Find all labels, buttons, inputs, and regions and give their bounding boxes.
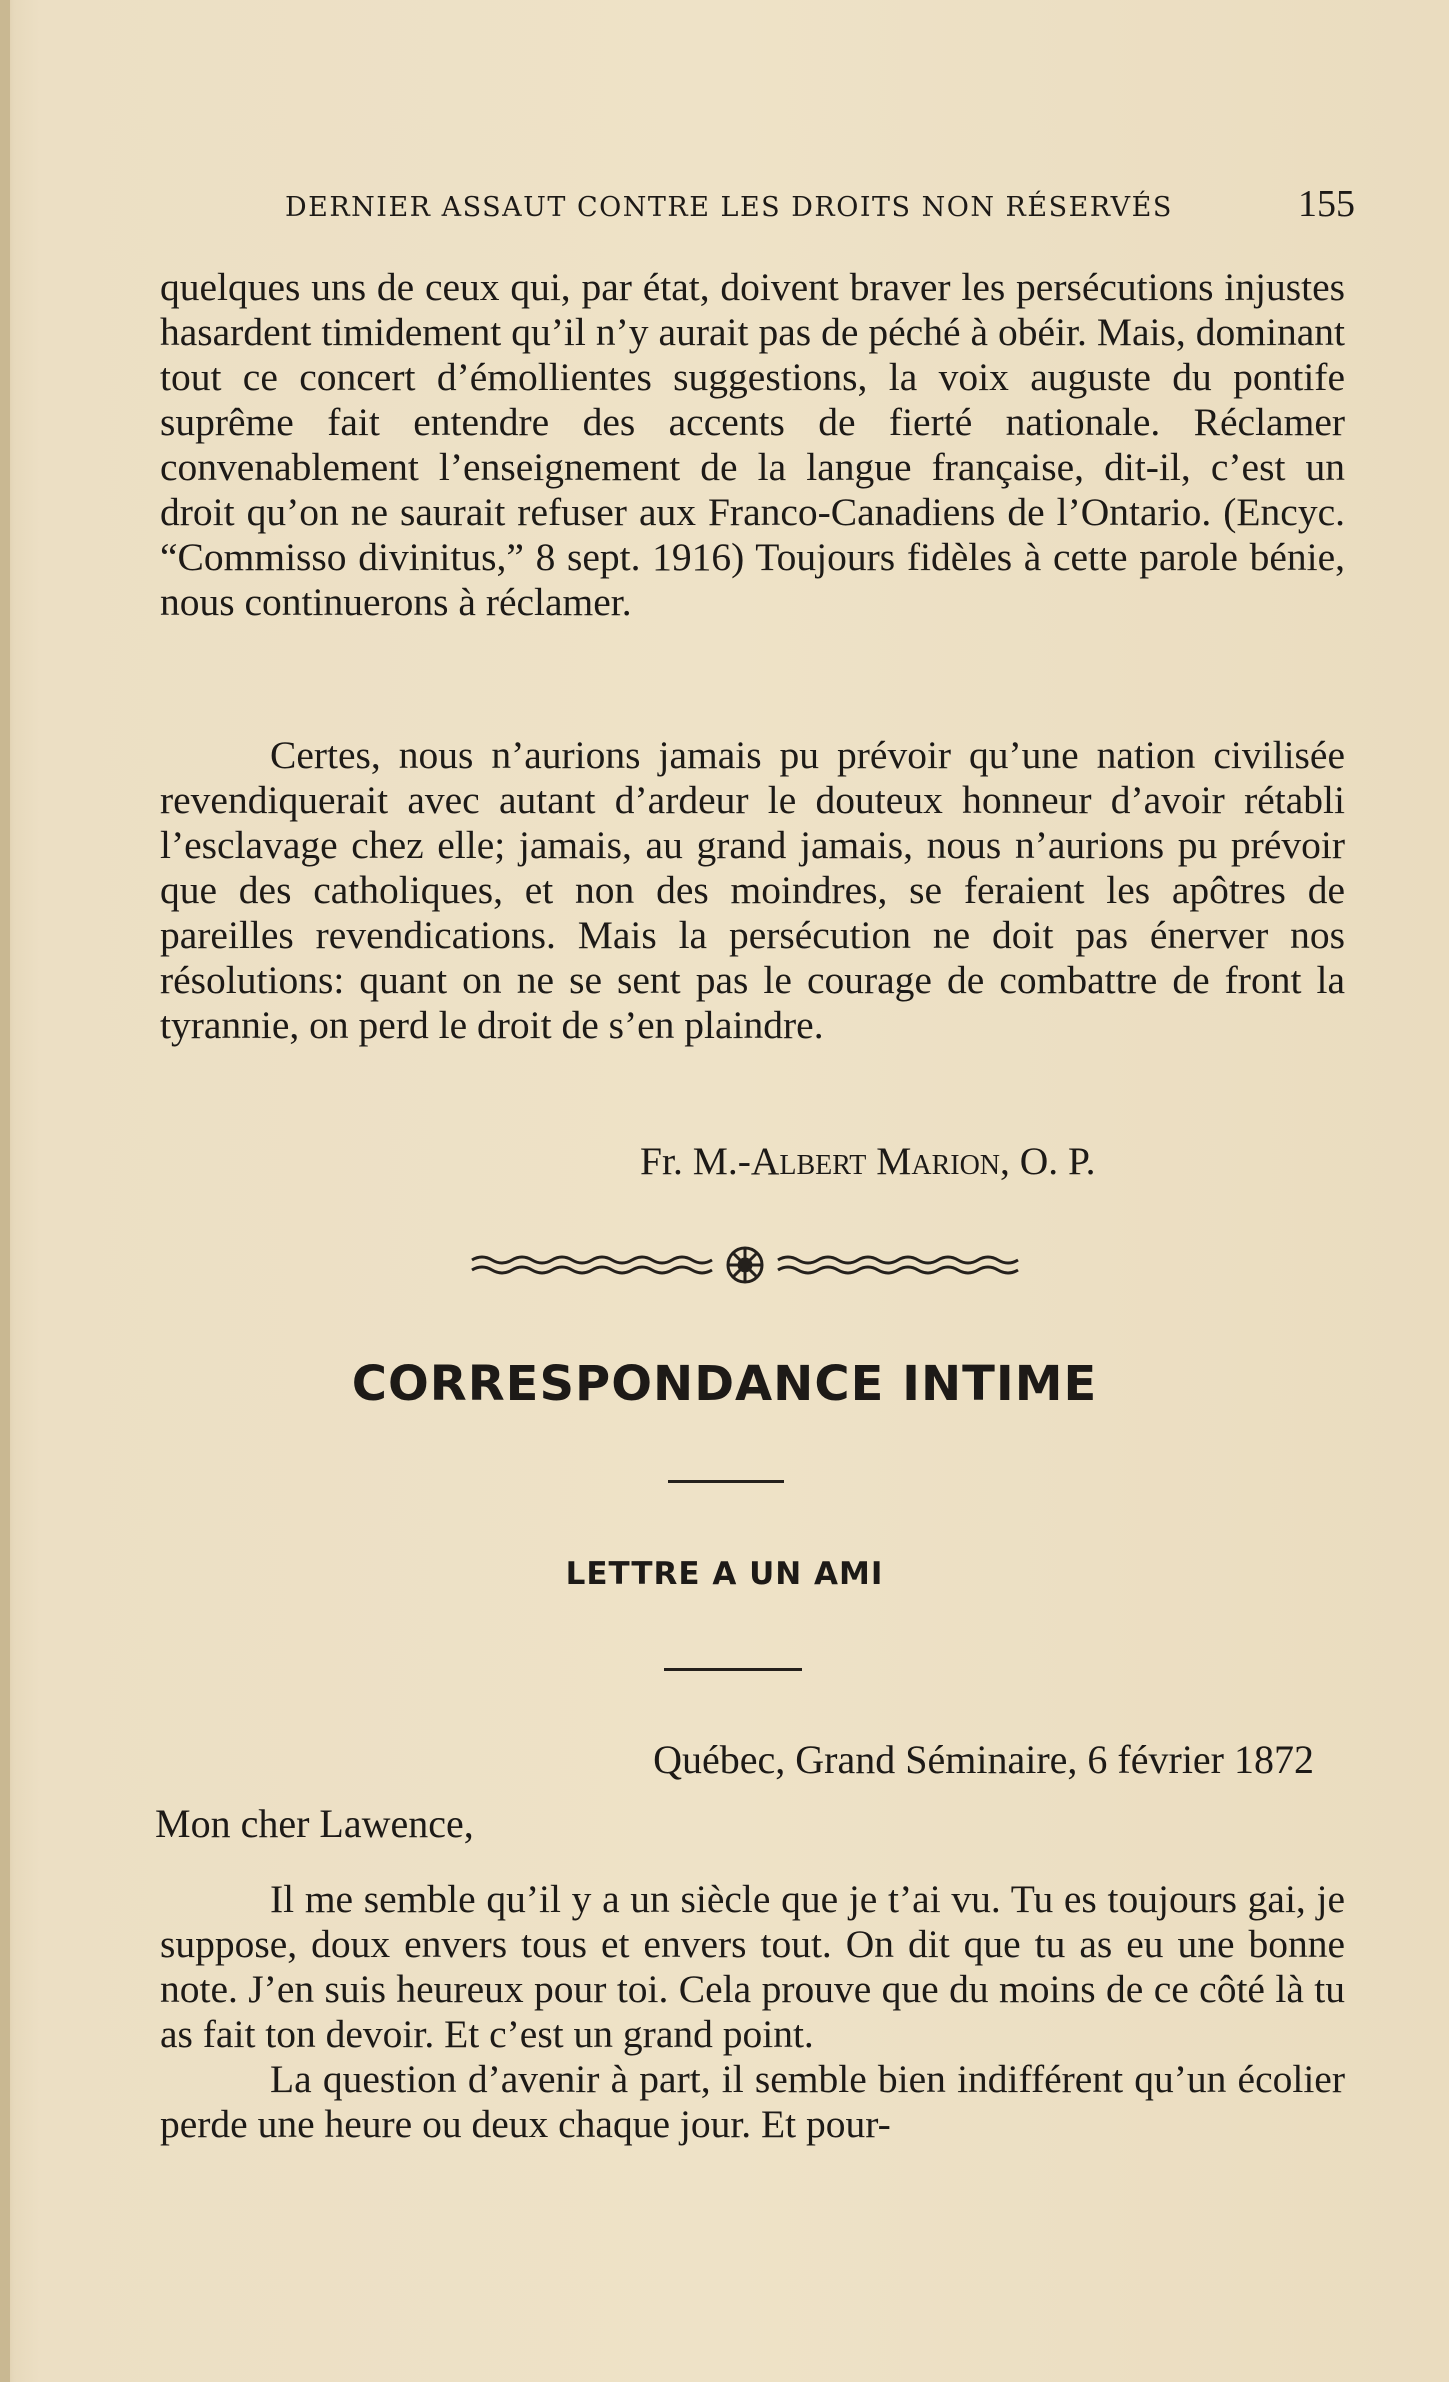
letter-paragraph-2: La question d’avenir à part, il semble bien indifférent qu’un écolier perde une heure ou deux chaque jour. Et pour- [160, 2057, 1345, 2146]
ornament-divider-icon [470, 1240, 1020, 1290]
letter-paragraph-1: Il me semble qu’il y a un siècle que je t’ai vu. Tu es toujours gai, je suppose, doux envers tous et envers tout. On dit que tu as eu une bonne note. J’en suis heureux pour toi. Cela prouve que du moins de ce côté là tu as fait ton devoir. Et c’est un grand point. [160, 1877, 1345, 2056]
running-title: DERNIER ASSAUT CONTRE LES DROITS NON RÉSERVÉS [285, 192, 1173, 223]
letter-body [160, 1877, 1345, 2147]
signature-name: Albert Marion [750, 1139, 1001, 1183]
page-edge [0, 0, 10, 2382]
section-title: CORRESPONDANCE INTIME [351, 1356, 1098, 1412]
article-paragraph-2: Certes, nous n’aurions jamais pu prévoir qu’une nation civilisée revendiquerait avec autant d’ardeur le douteux honneur d’avoir rétabli l’esclavage chez elle; jamais, au grand jamais, nous n’aurions pu prévoir que des catholiques, et non des moindres, se feraient les apôtres de pareilles revendications. Mais la persécution ne doit pas énerver nos résolutions: quant on ne se sent pas le courage de combattre de front la tyrannie, on perd le droit de s’en plaindre. [160, 733, 1345, 1047]
running-head [285, 182, 1355, 226]
signature-prefix: Fr. M.- [640, 1139, 751, 1183]
article-paragraph-1-block [160, 265, 1345, 625]
title-rule [668, 1480, 784, 1483]
letter-salutation: Mon cher Lawence, [155, 1801, 474, 1846]
article-paragraph-1: quelques uns de ceux qui, par état, doivent braver les persécutions injustes hasardent timidement qu’il n’y aurait pas de péché à obéir. Mais, dominant tout ce concert d’émollientes suggestions, la voix auguste du pontife suprême fait entendre des accents de fierté nationale. Réclamer convenablement l’enseignement de la langue française, dit-il, c’est un droit qu’on ne saurait refuser aux Franco-Canadiens de l’Ontario. (Encyc. “Commisso divinitus,” 8 sept. 1916) Toujours fidèles à cette parole bénie, nous continuerons à réclamer. [160, 265, 1345, 624]
page-number: 155 [1298, 183, 1355, 225]
letter-dateline: Québec, Grand Séminaire, 6 février 1872 [653, 1737, 1314, 1782]
author-signature [640, 1138, 1096, 1184]
subtitle-rule [664, 1668, 802, 1671]
article-paragraph-2-block [160, 733, 1345, 1048]
section-subtitle: LETTRE A UN AMI [565, 1556, 884, 1592]
signature-suffix: , O. P. [1000, 1139, 1096, 1183]
